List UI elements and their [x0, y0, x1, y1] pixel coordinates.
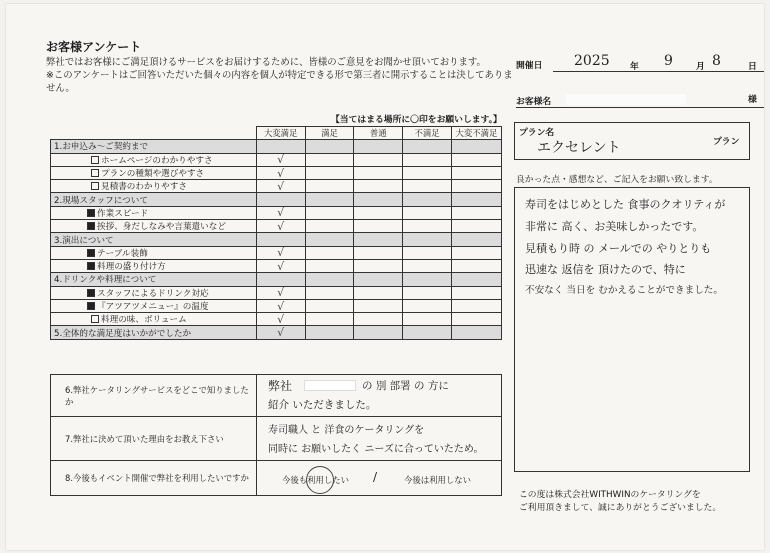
filled-checkbox-icon — [87, 222, 95, 230]
rating-cell[interactable] — [305, 153, 354, 166]
table-row — [51, 180, 502, 193]
answer-text: 寿司職人 と 洋食のケータリングを — [268, 425, 425, 436]
item-text: 料理の味、ボリューム — [101, 315, 187, 326]
plan-label: プラン名 — [519, 128, 555, 138]
plan-suffix: プラン — [713, 137, 740, 147]
intro-line: ※このアンケートはご回答いただいた個々の内容を個人が特定できる形で第三者に開示することは決してありま — [46, 70, 513, 81]
rating-cell[interactable] — [451, 326, 501, 339]
comment-line: 不安なく 当日を むかえることができました。 — [525, 285, 723, 296]
rating-cell[interactable] — [403, 273, 452, 286]
customer-name-label: お客様名 — [516, 97, 552, 107]
rating-cell[interactable] — [354, 206, 403, 219]
item-label — [51, 180, 257, 193]
option-yes[interactable]: 今後も利用したい — [282, 475, 349, 485]
redaction-box — [304, 380, 356, 391]
rating-cell[interactable] — [403, 313, 452, 326]
rating-cell[interactable] — [451, 193, 501, 206]
plan-value[interactable]: エクセレント — [537, 140, 621, 156]
rating-cell[interactable] — [305, 140, 354, 153]
rating-cell[interactable] — [403, 299, 452, 312]
section-label: 5.全体的な満足度はいかがでしたか — [51, 326, 257, 339]
rating-cell[interactable] — [451, 273, 501, 286]
separator: / — [373, 470, 378, 484]
comment-line: 寿司をはじめとした 食事のクオリティが — [525, 198, 726, 211]
question-row-8 — [51, 461, 501, 495]
rating-cell[interactable] — [305, 193, 354, 206]
section-label: 4.ドリンクや料理について — [51, 273, 257, 286]
check-mark: √ — [277, 219, 285, 233]
rating-cell[interactable] — [451, 220, 501, 233]
rating-cell[interactable] — [403, 233, 452, 246]
section-label: 1.お申込み～ご契約まで — [51, 140, 257, 153]
column-header: 満足 — [305, 127, 354, 140]
item-label — [51, 220, 257, 233]
rating-cell[interactable] — [305, 313, 354, 326]
table-row — [51, 259, 502, 272]
rating-cell[interactable] — [451, 233, 501, 246]
open-questions-table — [50, 374, 502, 496]
item-text: テーブル装飾 — [97, 248, 148, 259]
rating-cell[interactable] — [451, 259, 501, 272]
section-row — [51, 273, 502, 286]
comment-box[interactable] — [514, 187, 750, 472]
answer-area[interactable] — [258, 375, 501, 416]
empty-checkbox-icon — [91, 315, 99, 323]
check-mark: √ — [277, 246, 285, 260]
question-row-7 — [51, 417, 501, 461]
rating-cell[interactable] — [305, 326, 354, 339]
rating-cell[interactable] — [354, 180, 403, 193]
comment-label: 良かった点・感想など、ご記入をお願い致します。 — [516, 175, 718, 185]
table-row — [51, 220, 502, 233]
rating-cell[interactable] — [354, 233, 403, 246]
name-underline — [516, 107, 764, 108]
question-label: 6.弊社ケータリングサービスをどこで知りましたか — [51, 375, 257, 416]
rating-cell[interactable] — [451, 153, 501, 166]
rating-cell[interactable] — [256, 233, 305, 246]
rating-cell[interactable] — [354, 326, 403, 339]
rating-cell[interactable] — [256, 206, 305, 219]
table-row — [51, 153, 502, 166]
check-mark: √ — [277, 166, 285, 180]
table-row — [51, 299, 502, 312]
filled-checkbox-icon — [87, 249, 95, 257]
empty-checkbox-icon — [91, 169, 99, 177]
section-row — [51, 326, 502, 339]
rating-cell[interactable] — [305, 286, 354, 299]
rating-cell[interactable] — [354, 273, 403, 286]
rating-cell[interactable] — [256, 246, 305, 259]
rating-cell[interactable] — [403, 166, 452, 179]
comment-line: 迅速な 返信を 頂けたので、特に — [525, 263, 686, 276]
comment-line: 非常に 高く、お美味しかったです。 — [525, 220, 704, 233]
table-row — [51, 206, 502, 219]
answer-area — [258, 461, 501, 495]
check-mark: √ — [277, 259, 285, 273]
item-label — [51, 286, 257, 299]
thanks-message — [519, 489, 721, 515]
rating-cell[interactable] — [354, 313, 403, 326]
rating-cell[interactable] — [354, 299, 403, 312]
filled-checkbox-icon — [87, 289, 95, 297]
date-month[interactable]: 9 — [664, 53, 673, 69]
filled-checkbox-icon — [87, 262, 95, 270]
check-mark: √ — [277, 206, 285, 220]
answer-text: 紹介 いただきました。 — [268, 399, 377, 411]
day-unit: 日 — [748, 62, 757, 72]
item-text: 挨拶、身だしなみや言葉遣いなど — [97, 222, 226, 233]
section-row — [51, 140, 502, 153]
rating-cell[interactable] — [256, 140, 305, 153]
rating-cell[interactable] — [256, 299, 305, 312]
rating-cell[interactable] — [305, 299, 354, 312]
rating-cell[interactable] — [305, 220, 354, 233]
satisfaction-table — [50, 126, 502, 340]
item-label — [51, 259, 257, 272]
rating-cell[interactable] — [305, 206, 354, 219]
section-label: 2.現場スタッフについて — [51, 193, 257, 206]
empty-checkbox-icon — [91, 182, 99, 190]
table-row — [51, 166, 502, 179]
item-label — [51, 166, 257, 179]
rating-cell[interactable] — [305, 180, 354, 193]
circle-mark — [306, 466, 334, 494]
option-no[interactable]: 今後は利用しない — [404, 475, 471, 485]
rating-cell[interactable] — [403, 246, 452, 259]
rating-cell[interactable] — [354, 140, 403, 153]
instruction: 【当てはまる場所に〇印をお願いします。】 — [331, 115, 502, 125]
rating-cell[interactable] — [305, 259, 354, 272]
rating-cell[interactable] — [451, 180, 501, 193]
rating-cell[interactable] — [403, 326, 452, 339]
column-header: 普通 — [354, 127, 403, 140]
rating-cell[interactable] — [305, 166, 354, 179]
intro-line: 弊社ではお客様にご満足頂けるサービスをお届けするために、皆様のご意見をお聞かせ頂いております。 — [46, 57, 486, 68]
check-mark: √ — [277, 179, 285, 193]
rating-cell[interactable] — [403, 286, 452, 299]
answer-area[interactable] — [258, 417, 501, 460]
rating-cell[interactable] — [354, 246, 403, 259]
rating-cell[interactable] — [256, 326, 305, 339]
month-unit: 月 — [696, 62, 705, 72]
plan-box — [514, 122, 750, 160]
rating-cell[interactable] — [256, 273, 305, 286]
answer-text: 弊社 — [268, 379, 293, 393]
answer-text: 同時に お願いしたく ニーズに合っていたため。 — [268, 444, 484, 455]
rating-cell[interactable] — [451, 166, 501, 179]
year-unit: 年 — [630, 62, 639, 72]
check-mark: √ — [277, 153, 285, 167]
form-title: お客様アンケート — [46, 40, 142, 54]
item-text: ホームページのわかりやすさ — [101, 155, 213, 166]
rating-cell[interactable] — [451, 286, 501, 299]
column-header: 不満足 — [403, 127, 452, 140]
rating-cell[interactable] — [403, 220, 452, 233]
rating-cell[interactable] — [256, 166, 305, 179]
column-header: 大変満足 — [256, 127, 305, 140]
rating-cell[interactable] — [403, 140, 452, 153]
intro-text — [46, 56, 513, 95]
date-year[interactable]: 2025 — [574, 53, 610, 69]
check-mark: √ — [277, 286, 285, 300]
rating-cell[interactable] — [354, 166, 403, 179]
table-row — [51, 286, 502, 299]
date-underline — [553, 71, 764, 72]
item-label — [51, 246, 257, 259]
thanks-line: この度は株式会社WITHWINのケータリングを — [519, 490, 701, 500]
item-text: 作業スピード — [97, 208, 149, 219]
check-mark: √ — [277, 299, 285, 313]
rating-cell[interactable] — [451, 313, 501, 326]
table-row — [51, 313, 502, 326]
rating-cell[interactable] — [256, 193, 305, 206]
rating-cell[interactable] — [403, 193, 452, 206]
rating-cell[interactable] — [451, 299, 501, 312]
item-label — [51, 299, 257, 312]
item-text: 見積書のわかりやすさ — [101, 182, 187, 193]
section-label: 3.演出について — [51, 233, 257, 246]
rating-cell[interactable] — [256, 180, 305, 193]
rating-cell[interactable] — [354, 153, 403, 166]
rating-cell[interactable] — [256, 286, 305, 299]
column-header: 大変不満足 — [451, 127, 501, 140]
rating-cell[interactable] — [451, 206, 501, 219]
rating-cell[interactable] — [451, 140, 501, 153]
rating-cell[interactable] — [451, 246, 501, 259]
question-label: 7.弊社に決めて頂いた理由をお教え下さい — [51, 417, 257, 460]
redaction-box — [566, 94, 686, 105]
rating-cell[interactable] — [305, 233, 354, 246]
item-text: プランの種類や選びやすさ — [101, 169, 205, 180]
date-day[interactable]: 8 — [712, 53, 721, 69]
table-header-row — [51, 127, 502, 140]
rating-cell[interactable] — [403, 153, 452, 166]
table-row — [51, 246, 502, 259]
item-label — [51, 206, 257, 219]
question-label: 8.今後もイベント開催で弊社を利用したいですか — [51, 461, 257, 495]
answer-text: の 別 部署 の 方に — [362, 380, 449, 392]
rating-cell[interactable] — [354, 286, 403, 299]
filled-checkbox-icon — [87, 209, 95, 217]
item-text: 『アツアツメニュー』の温度 — [97, 302, 209, 312]
rating-cell[interactable] — [305, 273, 354, 286]
rating-cell[interactable] — [403, 206, 452, 219]
date-label: 開催日 — [516, 61, 543, 71]
rating-cell[interactable] — [354, 220, 403, 233]
rating-cell[interactable] — [256, 259, 305, 272]
rating-cell[interactable] — [354, 259, 403, 272]
item-label — [51, 313, 257, 326]
filled-checkbox-icon — [87, 302, 95, 310]
header-blank — [51, 127, 257, 140]
question-row-6 — [51, 375, 501, 417]
item-text: スタッフによるドリンク対応 — [97, 288, 209, 299]
rating-cell[interactable] — [354, 193, 403, 206]
thanks-line: ご利用頂きまして、誠にありがとうございました。 — [519, 503, 722, 513]
item-text: 料理の盛り付け方 — [97, 262, 166, 273]
comment-line: 見積もり時 の メールでの やりとりも — [525, 242, 712, 255]
intro-line: せん。 — [46, 83, 75, 94]
survey-sheet — [6, 4, 764, 550]
item-label — [51, 153, 257, 166]
rating-cell[interactable] — [403, 259, 452, 272]
rating-cell[interactable] — [256, 220, 305, 233]
section-row — [51, 193, 502, 206]
check-mark: √ — [277, 326, 285, 340]
rating-cell[interactable] — [256, 153, 305, 166]
name-suffix: 様 — [748, 95, 757, 105]
empty-checkbox-icon — [91, 156, 99, 164]
rating-cell[interactable] — [256, 313, 305, 326]
rating-cell[interactable] — [403, 180, 452, 193]
rating-cell[interactable] — [305, 246, 354, 259]
check-mark: √ — [277, 312, 285, 326]
section-row — [51, 233, 502, 246]
